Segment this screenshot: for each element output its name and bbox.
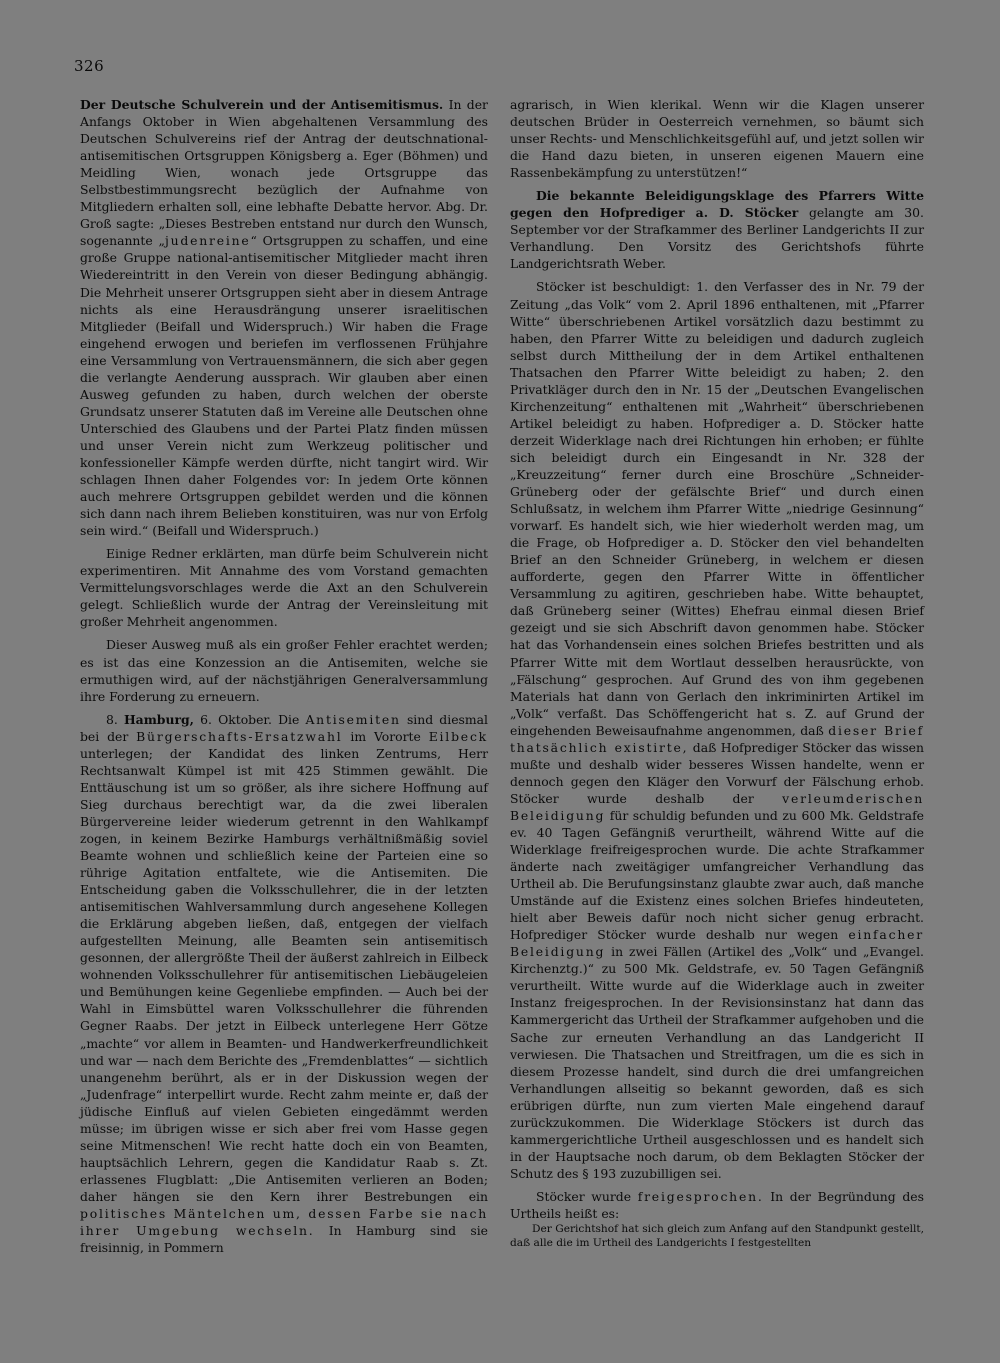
article-hamburg: 8. Hamburg, 6. Oktober. Die Antisemiten sind diesmal bei der Bürgerschafts-Ersatzwahl im Vororte Eilbeck unterlegen; der Kandidat des linken Zentrums, Herr Rechtsanwalt Kümpel ist mit 425 Stimmen gewählt. Die Enttäuschung ist um so größer, als ihre sichere Hoffnung auf Sieg durchaus berechtigt war, da die zwei liberalen Bürgervereine leider wiederum getrennt in den Wahlkampf zogen, in keinem Bezirke Hamburgs verhältnißmäßig soviel Beamte wohnen und schließlich keine der Parteien eine so rührige Agitation entfaltete, wie die Antisemiten. Die Entscheidung gaben die Volksschullehrer, die in der letzten antisemitischen Wahlversammlung durch angesehene Kollegen die Erklärung abgeben ließen, daß, entgegen der vielfach aufgestellten Meinung, alle Beamten sein antisemitisch gesonnen, der allergrößte Theil der äußerst zahlreich in Eilbeck wohnenden Volksschullehrer für antisemitischen Liebäugeleien und Bemühungen keine Gegenliebe empfinden. — Auch bei der Wahl in Eimsbüttel waren Volksschullehrer die führenden Gegner Raabs. Der jetzt in Eilbeck unterlegene Herr Götze „machte“ vor allem in Beamten- und Handwerkerfreundlichkeit und war — nach dem Berichte des „Fremdenblattes“ — sichtlich unangenehm berührt, als er in der Diskussion wegen der „Judenfrage“ interpellirt wurde. Recht zahm meinte er, daß der jüdische Einfluß auf vielen Gebieten eingedämmt werden müsse; im übrigen wisse er sich aber frei vom Hasse gegen seine Mitmenschen! Wie recht hatte doch ein von Beamten, hauptsächlich Lehrern, gegen die Kandidatur Raab s. Zt. erlassenes Flugblatt: „Die Antisemiten verlieren an Boden; daher hängen sie den Kern ihrer Bestrebungen ein politisches Mäntelchen um, dessen Farbe sie nach ihrer Umgebung wechseln. In Hamburg sind sie freisinnig, in Pommern <box>80 711 488 1256</box>
paragraph-redner: Einige Redner erklärten, man dürfe beim Schulverein nicht experimentiren. Mit Annahme des vom Vorstand gemachten Vermittelungsvorschlages werde die Axt an den Schulverein gelegt. Schließlich wurde der Antrag der Vereinsleitung mit großer Mehrheit angenommen. <box>80 546 488 630</box>
paragraph-freigesprochen: Stöcker wurde freigesprochen. In der Begründung des Urtheils heißt es: <box>510 1188 924 1221</box>
headline-hamburg: Hamburg, <box>123 711 194 727</box>
left-column <box>80 96 488 1256</box>
paragraph-gerichtshof: Der Gerichtshof hat sich gleich zum Anfang auf den Standpunkt gestellt, daß alle die im Urtheil des Landgerichts I festgestellten <box>510 1223 924 1250</box>
paragraph-beschuldigt: Stöcker ist beschuldigt: 1. den Verfasser des in Nr. 79 der Zeitung „das Volk“ vom 2. April 1896 enthaltenen, mit „Pfarrer Witte“ überschriebenen Artikel vorsätzlich dazu bestimmt zu haben, den Pfarrer Witte zu beleidigen und dadurch zugleich selbst durch Mittheilung der in dem Artikel enthaltenen Thatsachen den Pfarrer Witte beleidigt zu haben; 2. den Privatkläger durch den in Nr. 15 der „Deutschen Evangelischen Kirchenzeitung“ enthaltenen mit „Wahrheit“ überschriebenen Artikel beleidigt zu haben. Hofprediger a. D. Stöcker hatte derzeit Widerklage nach drei Richtungen hin erhoben; er fühlte sich beleidigt durch ein Eingesandt in Nr. 328 der „Kreuzzeitung“ ferner durch eine Broschüre „Schneider-Grüneberg oder der gefälschte Brief“ und durch einen Schlußsatz, in welchem ihm Pfarrer Witte „niedrige Gesinnung“ vorwarf. Es handelt sich, wie hier wiederholt werden mag, um die Frage, ob Hofprediger a. D. Stöcker den viel behandelten Brief an den Schneider Grüneberg, in welchem er diesen aufforderte, gegen den Pfarrer Witte in öffentlicher Versammlung zu agitiren, geschrieben habe. Witte behauptet, daß Grüneberg seiner (Wittes) Ehefrau einmal diesen Brief gezeigt und sie sich Abschrift davon genommen habe. Stöcker hat das Vorhandensein eines solchen Briefes bestritten und als Pfarrer Witte mit dem Wortlaut desselben herausrückte, von „Fälschung“ gesprochen. Auf Grund des von ihm gegebenen Materials hat dann von Gerlach den inkriminirten Artikel im „Volk“ verfaßt. Das Schöffengericht hat s. Z. auf Grund der eingehenden Beweisaufnahme angenommen, daß dieser Brief thatsächlich existirte, daß Hofprediger Stöcker das wissen mußte und deshalb wider besseres Wissen handelte, wenn er dennoch gegen den Kläger den Vorwurf der Fälschung erhob. Stöcker wurde deshalb der verleumderischen Beleidigung für schuldig befunden und zu 600 Mk. Geldstrafe ev. 40 Tagen Gefängniß verurtheilt, während Witte auf die Widerklage freifreigesprochen wurde. Die achte Strafkammer änderte nach zweitägiger umfangreicher Verhandlung das Urtheil ab. Die Berufungsinstanz glaubte zwar auch, daß manche Umstände auf die Existenz eines solchen Briefes hindeuteten, hielt aber Beweis dafür noch nicht sicher genug erbracht. Hofprediger Stöcker wurde deshalb nur wegen einfacher Beleidigung in zwei Fällen (Artikel des „Volk“ und „Evangel. Kirchenztg.)“ zu 500 Mk. Geldstrafe, ev. 50 Tagen Gefängniß verurtheilt. Witte wurde auf die Widerklage auch in zweiter Instanz freigesprochen. In der Revisionsinstanz hat dann das Kammergericht das Urtheil der Strafkammer aufgehoben und die Sache zur erneuten Verhandlung an das Landgericht II verwiesen. Die Thatsachen und Streitfragen, um die es sich in diesem Prozesse handelt, sind durch die drei umfangreichen Verhandlungen allseitig so bekannt geworden, daß es sich erübrigen dürfte, nun zum vierten Male eingehend darauf zurückzukommen. Die Widerklage Stöckers ist durch das kammergerichtliche Urtheil ausgeschlossen und es handelt sich in der Hauptsache noch darum, ob dem Beklagten Stöcker der Schutz des § 193 zuzubilligen sei. <box>510 279 924 1181</box>
right-column <box>510 96 924 1250</box>
paragraph-ausweg: Dieser Ausweg muß als ein großer Fehler erachtet werden; es ist das eine Konzession an die Antisemiten, welche sie ermuthigen wird, auf der nächstjährigen Generalversammlung ihre Forderung zu erneuern. <box>80 637 488 704</box>
paragraph-continuation: agrarisch, in Wien klerikal. Wenn wir die Klagen unserer deutschen Brüder in Oesterreich vernehmen, so bäumt sich unser Rechts- und Menschlichkeitsgefühl auf, und jetzt sollen wir die Hand dazu bieten, in unseren eigenen Mauern eine Rassenbekämpfung zu unterstützen!“ <box>510 97 924 181</box>
page-number: 326 <box>74 57 105 75</box>
headline-schulverein: Der Deutsche Schulverein und der Antisemitismus. <box>80 97 444 112</box>
headline-beleidigungsklage: Die bekannte Beleidigungsklage des Pfarrers Witte gegen den Hofprediger a. D. Stöcker <box>510 188 924 221</box>
article-schulverein: Der Deutsche Schulverein und der Antisemitismus. In der Anfangs Oktober in Wien abgehaltenen Versammlung des Deutschen Schulvereins rief der Antrag der deutschnational-antisemitischen Ortsgruppen Königsberg a. Eger (Böhmen) und Meidling Wien, wonach jede Ortsgruppe das Selbstbestimmungsrecht bezüglich der Aufnahme von Mitgliedern erhalten soll, eine lebhafte Debatte hervor. Abg. Dr. Groß sagte: „Dieses Bestreben entstand nur durch den Wunsch, sogenannte „judenreine“ Ortsgruppen zu schaffen, und eine große Gruppe national-antisemitischer Mitglieder macht ihren Wiedereintritt in den Verein von dieser Bedingung abhängig. Die Mehrheit unserer Ortsgruppen sieht aber in diesem Antrage nichts als eine Herausdrängung unserer israelitischen Mitglieder (Beifall und Widerspruch.) Wir haben die Frage eingehend erwogen und beriefen im verflossenen Frühjahre eine Versammlung von Vertrauensmännern, die sich aber gegen die verlangte Aenderung aussprach. Wir glauben aber einen Ausweg gefunden zu haben, durch welchen der oberste Grundsatz unserer Statuten daß im Vereine alle Deutschen ohne Unterschied des Glaubens und der Partei Platz finden müssen und unser Verein nicht zum Werkzeug politischer und konfessioneller Kämpfe werden dürfte, nicht tangirt wird. Wir schlagen Ihnen daher Folgendes vor: In jedem Orte können auch mehrere Ortsgruppen gebildet werden und die können sich dann nach ihrem Belieben konstituiren, was nur von Erfolg sein wird.“ (Beifall und Widerspruch.) <box>80 97 488 539</box>
article-beleidigungsklage: Die bekannte Beleidigungsklage des Pfarrers Witte gegen den Hofprediger a. D. Stöcker gelangte am 30. September vor der Strafkammer des Berliner Landgerichts II zur Verhandlung. Den Vorsitz des Gerichtshofs führte Landgerichtsrath Weber. <box>510 188 924 272</box>
